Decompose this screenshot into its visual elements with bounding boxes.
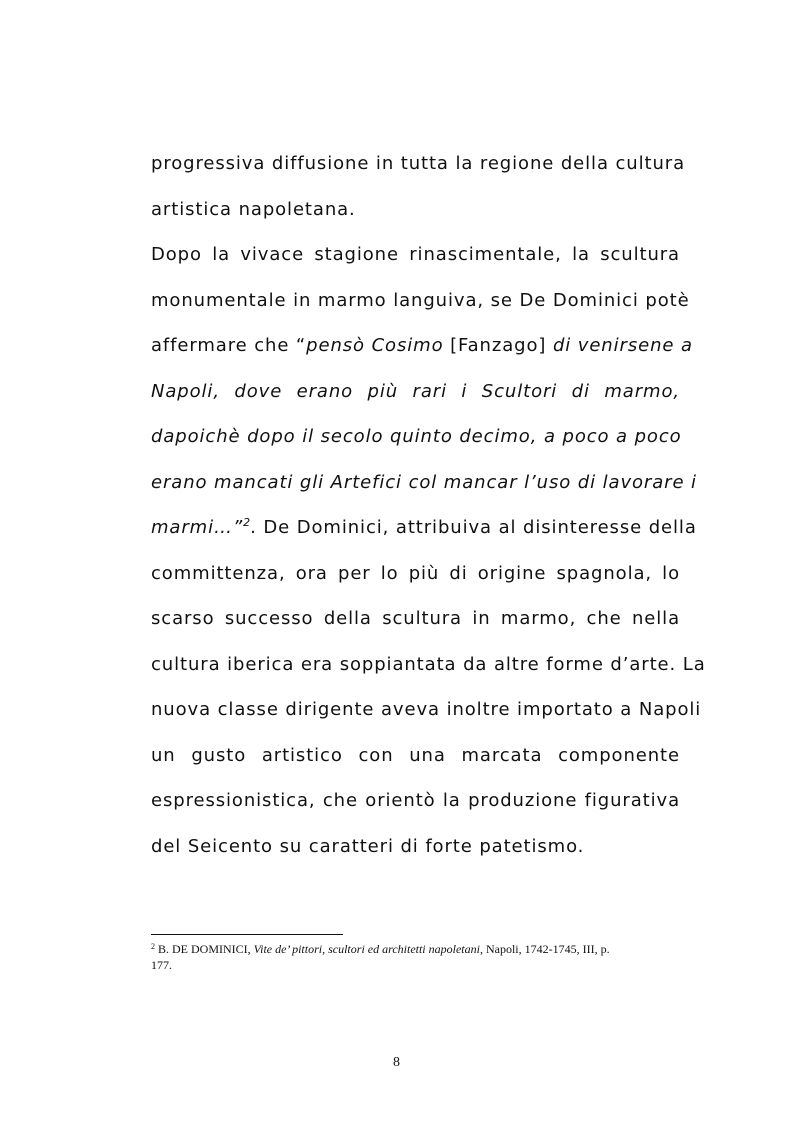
footnote-details: Napoli, 1742-1745, III, p.: [482, 942, 610, 956]
text-run: [Fanzago]: [443, 335, 553, 356]
footnote: [151, 942, 680, 957]
body-line: artistica napoletana.: [151, 199, 356, 220]
footnote-reference: 2: [243, 516, 251, 529]
body-line: cultura iberica era soppiantata da altre forme d’arte. La: [151, 654, 706, 675]
body-line: committenza, ora per lo più di origine spagnola, lo: [151, 563, 680, 584]
footnote-marker: 2: [151, 942, 155, 951]
body-line: un gusto artistico con una marcata componente: [151, 745, 680, 766]
footnote-author: B. DE DOMINICI,: [155, 942, 254, 956]
body-line: Dopo la vivace stagione rinascimentale, la scultura: [151, 244, 680, 265]
quote-line: Napoli, dove erano più rari i Scultori di marmo,: [151, 381, 680, 402]
text-run: affermare che “: [151, 335, 307, 356]
quote-line: erano mancati gli Artefici col mancar l’uso di lavorare i: [151, 472, 697, 493]
body-line: nuova classe dirigente aveva inoltre importato a Napoli: [151, 699, 702, 720]
body-line: progressiva diffusione in tutta la regione della cultura: [151, 153, 686, 174]
italic-quote: marmi…”: [151, 517, 244, 538]
body-line: scarso successo della scultura in marmo, che nella: [151, 608, 680, 629]
body-line: espressionistica, che orientò la produzione figurativa: [151, 790, 680, 811]
quote-line: dapoichè dopo il secolo quinto decimo, a poco a poco: [151, 426, 682, 447]
body-line: monumentale in marmo languiva, se De Dominici potè: [151, 290, 690, 311]
body-line: [151, 516, 697, 540]
body-line: [151, 334, 693, 358]
footnote-continuation: 177.: [151, 958, 172, 972]
italic-quote: di venirsene a: [552, 335, 693, 356]
footnote-title: Vite de’ pittori, scultori ed architetti napoletani,: [253, 942, 483, 956]
footnote-separator: [151, 934, 343, 935]
text-run: . De Dominici, attribuiva al disinteresse della: [250, 517, 697, 538]
italic-quote: pensò Cosimo: [306, 335, 444, 356]
body-line: del Seicento su caratteri di forte patetismo.: [151, 836, 585, 857]
page-number: 8: [393, 1055, 400, 1070]
